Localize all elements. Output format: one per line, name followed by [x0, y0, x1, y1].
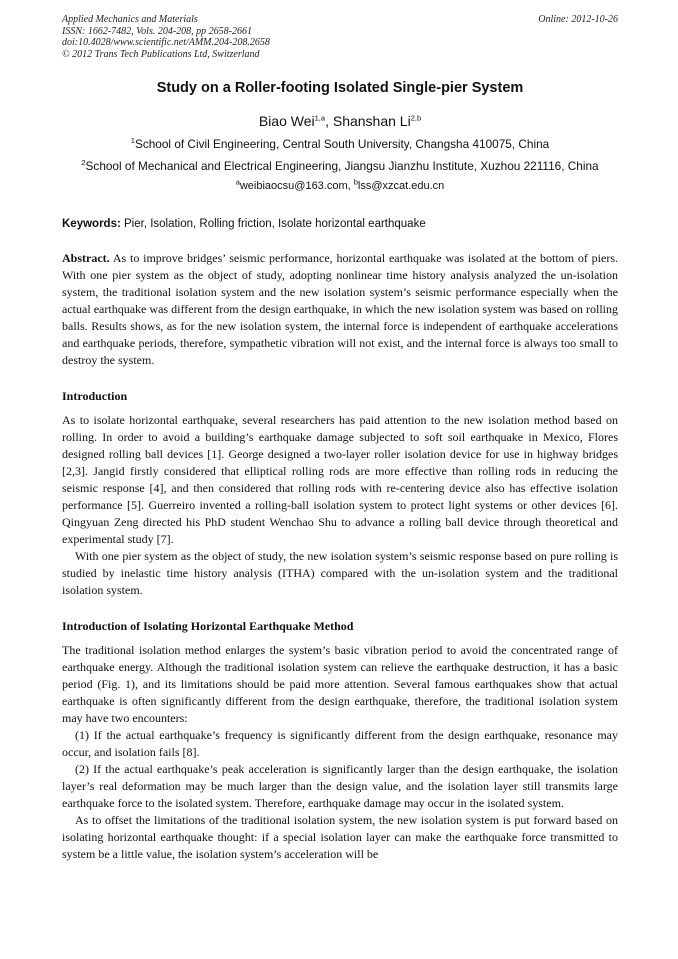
paper-title: Study on a Roller-footing Isolated Single-pier System [156, 80, 524, 96]
issn-line: ISSN: 1662-7482, Vols. 204-208, pp 2658-2661 [62, 25, 252, 37]
journal-name: Applied Mechanics and Materials [62, 14, 198, 25]
journal-header [62, 14, 618, 60]
method-heading: Introduction of Isolating Horizontal Earthquake Method [62, 619, 354, 633]
introduction-paragraph-1: As to isolate horizontal earthquake, several researchers has paid attention to the new isolation method based on rolling. In order to avoid a building’s earthquake damage subjected to soft soil earthquake in Mexico, Flores designed rolling ball devices [1]. George designed a two-layer roller isolation device for use in highway bridges [2,3]. Jangid firstly considered that elliptical rolling rods are more effective than rolling rods in reducing the seismic response [4], and then considered that rolling rods with re-centering device also has effective isolation performance [5]. Guerreiro invented a rolling-ball isolation system to protect light systems or other devices [6]. Qingyuan Zeng directed his PhD student Wenchao Shu to advance a rolling ball device through theoretical and experimental study [7]. [62, 413, 618, 546]
method-paragraph-2: (1) If the actual earthquake’s frequency is significantly different from the design earthquake, resonance may occur, and isolation fails [8]. [62, 728, 618, 759]
method-paragraph-3: (2) If the actual earthquake’s peak acceleration is significantly larger than the design earthquake, the isolation layer’s real deformation may be much larger than the design value, and the isolation layer still transmits large earthquake force to the isolated system. Therefore, earthquake damage may occur in the isolated system. [62, 762, 618, 810]
doi-line: doi:10.4028/www.scientific.net/AMM.204-208.2658 [62, 37, 270, 48]
abstract-label: Abstract. [62, 251, 110, 265]
copyright-line: © 2012 Trans Tech Publications Ltd, Switzerland [62, 48, 260, 60]
email-2-sup: b [353, 177, 358, 187]
keywords-text: Pier, Isolation, Rolling friction, Isolate horizontal earthquake [120, 218, 426, 230]
affiliation-1 [62, 137, 618, 151]
method-paragraph-4: As to offset the limitations of the traditional isolation system, the new isolation system is put forward based on isolating horizontal earthquake thought: if a special isolation layer can make the earthquake force transmitted to system be a little value, the isolation system’s acceleration will be [62, 813, 618, 861]
email-line [62, 177, 618, 192]
affiliation-2-text: School of Mechanical and Electrical Engineering, Jiangsu Jianzhu Institute, Xuzhou 221116, China [85, 159, 599, 173]
affiliation-2-sup: 2 [81, 158, 86, 168]
affiliation-1-sup: 1 [130, 136, 135, 146]
email-2: lss@xzcat.edu.cn [357, 180, 445, 192]
introduction-heading: Introduction [62, 389, 128, 403]
keywords-label: Keywords: [62, 218, 121, 230]
email-1-sup: a [235, 177, 240, 187]
body-text [62, 250, 618, 863]
affiliation-1-text: School of Civil Engineering, Central South University, Changsha 410075, China [134, 137, 550, 151]
email-1: weibiaocsu@163.com, [239, 180, 354, 192]
author-line [62, 113, 618, 129]
online-date: Online: 2012-10-26 [538, 14, 618, 25]
affiliation-2 [62, 159, 618, 173]
author-separator: , [325, 113, 333, 129]
author-1-sup: 1,a [314, 113, 326, 123]
method-paragraph-1: The traditional isolation method enlarges the system’s basic vibration period to avoid the concentrated range of earthquake energy. Although the traditional isolation system can relieve the earthquake destruction, it has a basic period (Fig. 1), and its limitations should be paid more attention. Several famous earthquakes show that actual earthquake is often significantly different from the design earthquake, therefore, the traditional isolation system may have two encounters: [62, 643, 618, 725]
author-1-name: Biao Wei [258, 113, 315, 129]
keywords [62, 218, 618, 230]
author-2-name: Shanshan Li [332, 113, 411, 129]
abstract [62, 250, 618, 369]
introduction-paragraph-2: With one pier system as the object of study, the new isolation system’s seismic response based on pure rolling is studied by inelastic time history analysis (ITHA) compared with the un-isolation system and the traditional isolation system. [62, 549, 618, 597]
author-2-sup: 2,b [410, 113, 422, 123]
abstract-text: As to improve bridges’ seismic performance, horizontal earthquake was isolated at the bottom of piers. With one pier system as the object of study, adopting nonlinear time history analysis analyzed the un-isolation system, the traditional isolation system and the new isolation system’s seismic performance especially when the actual earthquake was different from the design earthquake, in which the new isolation system was based on rolling balls. Results shows, as for the new isolation system, the internal force is independent of earthquake accelerations and earthquake periods, therefore, sympathetic vibration will not exist, and the internal force is always too small to destroy the system. [62, 251, 618, 367]
